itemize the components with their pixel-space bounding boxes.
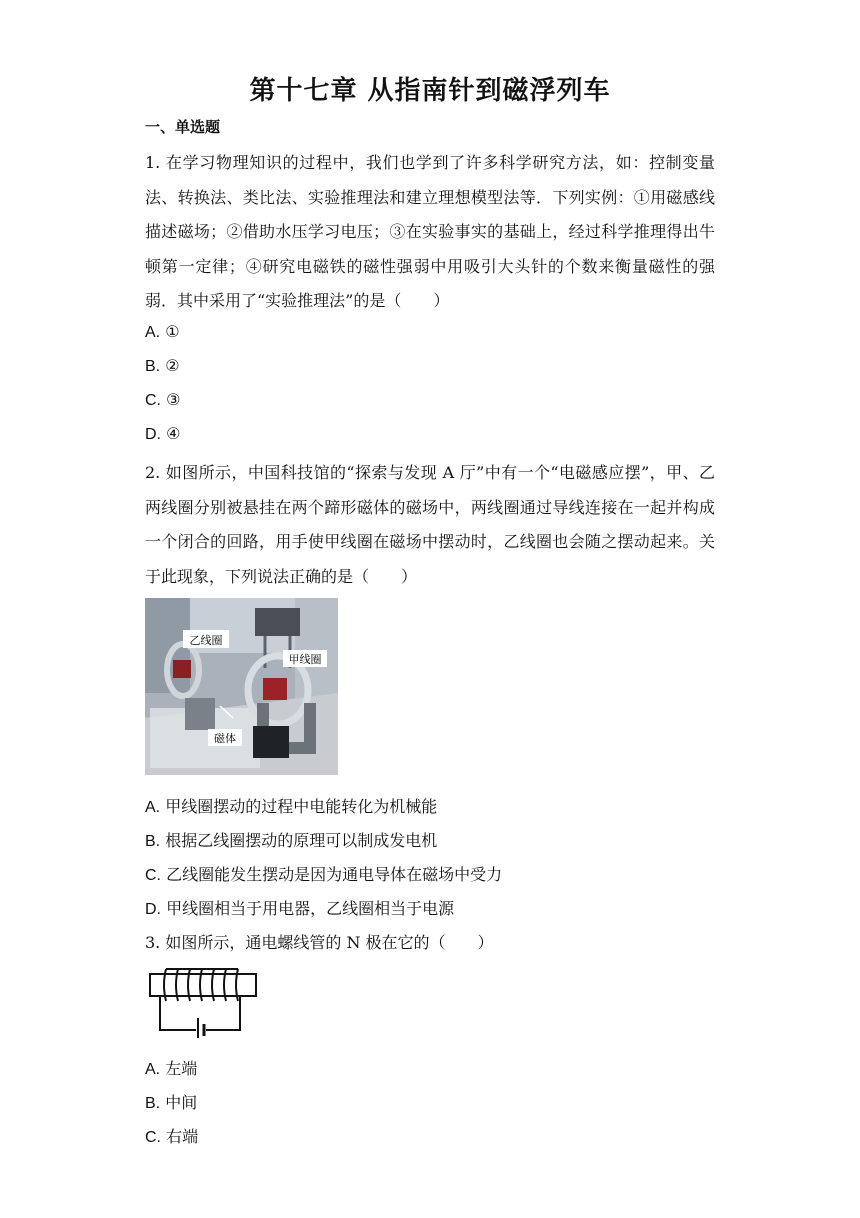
option-text: ③ bbox=[166, 390, 181, 409]
magnet-label: 磁体 bbox=[214, 732, 236, 745]
option-text: 根据乙线圈摆动的原理可以制成发电机 bbox=[165, 831, 438, 850]
option-text: 右端 bbox=[166, 1127, 199, 1146]
option-key: B. bbox=[145, 1095, 161, 1112]
q2-option-a[interactable] bbox=[145, 797, 437, 818]
option-key: A. bbox=[145, 799, 161, 816]
chapter-title: 第十七章 从指南针到磁浮列车 bbox=[249, 76, 611, 106]
option-key: B. bbox=[145, 358, 161, 375]
q2-option-c[interactable] bbox=[145, 865, 502, 886]
option-text: 中间 bbox=[165, 1093, 198, 1112]
option-key: C. bbox=[145, 392, 161, 409]
solenoid-circuit-diagram bbox=[148, 966, 260, 1038]
option-text: 乙线圈能发生摆动是因为通电导体在磁场中受力 bbox=[166, 865, 503, 884]
option-text: 甲线圈摆动的过程中电能转化为机械能 bbox=[165, 797, 438, 816]
option-text: ② bbox=[165, 356, 180, 375]
q3-option-b[interactable] bbox=[145, 1093, 197, 1114]
question-2-stem: 2. 如图所示，中国科技馆的“探索与发现 A 厅”中有一个“电磁感应摆”，甲、乙两线圈分别被悬挂在两个蹄形磁体的磁场中，两线圈通过导线连接在一起并构成一个闭合的回路，用手使甲线圈在磁场中摆动时，乙线圈也会随之摆动起来。关于此现象，下列说法正确的是（ ） bbox=[145, 463, 715, 586]
option-text: 甲线圈相当于用电器，乙线圈相当于电源 bbox=[166, 899, 455, 918]
option-key: A. bbox=[145, 1061, 161, 1078]
q2-option-d[interactable] bbox=[145, 899, 454, 920]
q1-option-d[interactable] bbox=[145, 424, 180, 445]
q1-option-c[interactable] bbox=[145, 390, 180, 411]
electromagnetic-pendulum-photo bbox=[145, 598, 338, 775]
q1-option-b[interactable] bbox=[145, 356, 180, 377]
option-text: ④ bbox=[166, 424, 181, 443]
question-3-stem: 3. 如图所示，通电螺线管的 N 极在它的（ ） bbox=[145, 933, 494, 952]
q2-option-b[interactable] bbox=[145, 831, 437, 852]
left-coil-label: 乙线圈 bbox=[189, 634, 223, 647]
option-text: ① bbox=[165, 322, 180, 341]
option-key: D. bbox=[145, 901, 161, 918]
option-key: C. bbox=[145, 1129, 161, 1146]
option-text: 左端 bbox=[165, 1059, 198, 1078]
option-key: A. bbox=[145, 324, 161, 341]
right-coil-label: 甲线圈 bbox=[288, 653, 322, 666]
q3-option-a[interactable] bbox=[145, 1059, 197, 1080]
option-key: B. bbox=[145, 833, 161, 850]
section-heading: 一、单选题 bbox=[145, 118, 221, 136]
q1-option-a[interactable] bbox=[145, 322, 180, 343]
question-1-stem: 1. 在学习物理知识的过程中，我们也学到了许多科学研究方法，如：控制变量法、转换法、类比法、实验推理法和建立理想模型法等．下列实例：①用磁感线描述磁场；②借助水压学习电压；③在实验事实的基础上，经过科学推理得出牛顿第一定律；④研究电磁铁的磁性强弱中用吸引大头针的个数来衡量磁性的强弱．其中采用了“实验推理法”的是（ ） bbox=[145, 153, 715, 310]
q3-option-c[interactable] bbox=[145, 1127, 198, 1148]
option-key: C. bbox=[145, 867, 161, 884]
option-key: D. bbox=[145, 426, 161, 443]
